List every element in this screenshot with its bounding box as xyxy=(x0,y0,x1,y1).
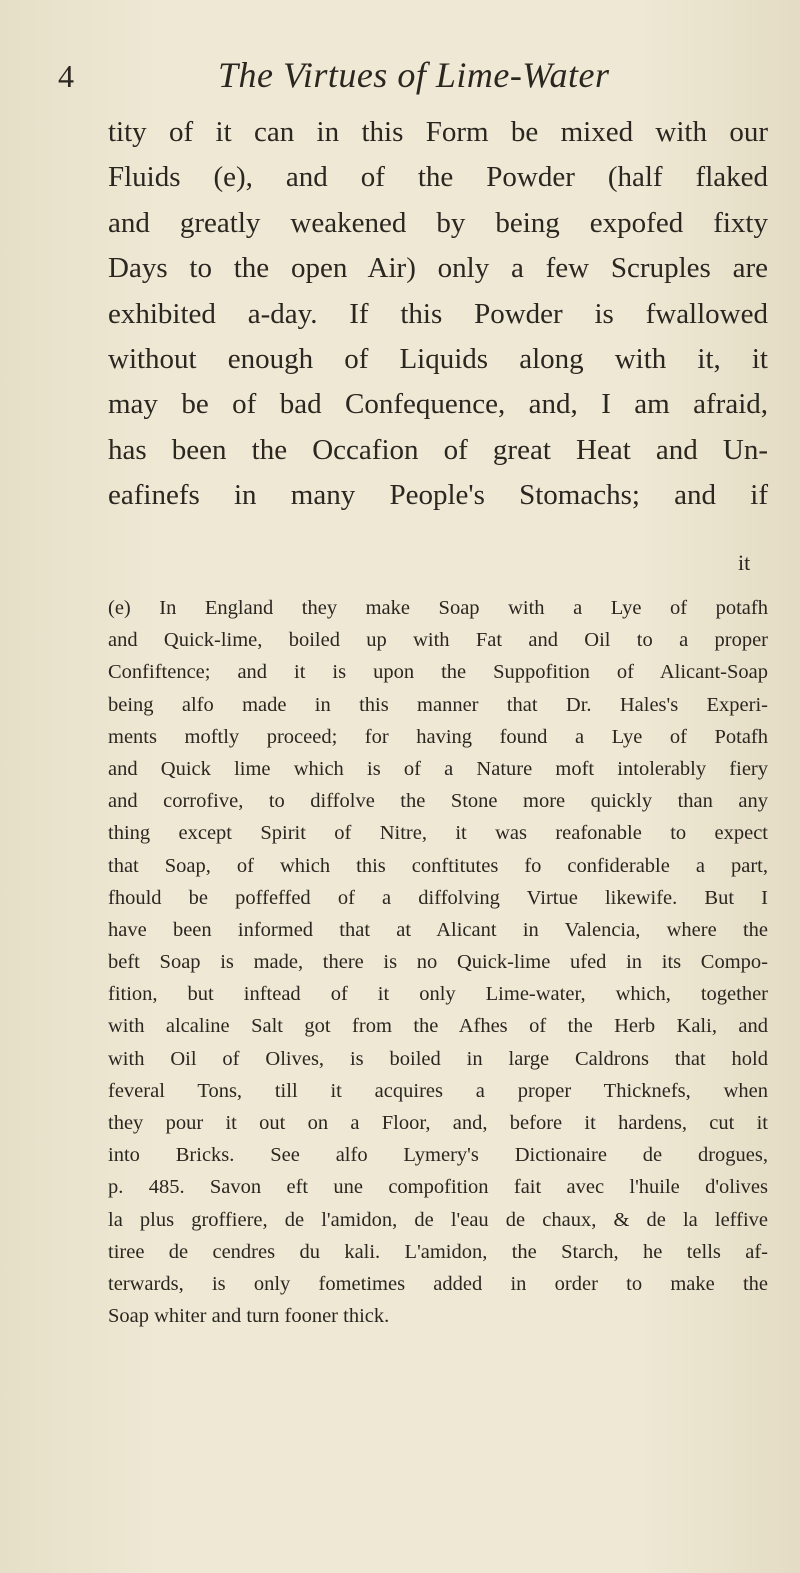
footnote-line: (e) In England they make Soap with a Lye of potafh xyxy=(108,597,768,619)
body-line: without enough of Liquids along with it, it xyxy=(108,342,768,375)
footnote-line: and corrofive, to diffolve the Stone more quickly than any xyxy=(108,790,768,813)
footnote-line: being alfo made in this manner that Dr. Hales's Experi- xyxy=(108,693,768,716)
footnote-line: fhould be poffeffed of a diffolving Virtue likewife. But I xyxy=(108,886,768,909)
footnote-line: have been informed that at Alicant in Valencia, where the xyxy=(108,918,768,941)
footnote-line: fition, but inftead of it only Lime-water, which, together xyxy=(108,983,768,1006)
footnote-line: p. 485. Savon eft une compofition fait avec l'huile d'olives xyxy=(108,1176,768,1199)
footnote-line: la plus groffiere, de l'amidon, de l'eau de chaux, & de la leffive xyxy=(108,1208,768,1231)
footnote-line: Confiftence; and it is upon the Suppofition of Alicant-Soap xyxy=(108,661,768,684)
body-text xyxy=(108,110,768,519)
footnote-line: terwards, is only fometimes added in order to make the xyxy=(108,1272,768,1295)
body-line: may be of bad Confequence, and, I am afraid, xyxy=(108,388,768,421)
footnote xyxy=(108,592,768,1332)
footnote-line: thing except Spirit of Nitre, it was reafonable to expect xyxy=(108,822,768,845)
footnote-line: beft Soap is made, there is no Quick-lime ufed in its Compo- xyxy=(108,951,768,974)
page-header xyxy=(58,52,758,100)
footnote-line: into Bricks. See alfo Lymery's Dictionaire de drogues, xyxy=(108,1144,768,1167)
footnote-line: they pour it out on a Floor, and, before it hardens, cut it xyxy=(108,1112,768,1134)
footnote-line: with alcaline Salt got from the Afhes of the Herb Kali, and xyxy=(108,1015,768,1038)
catchword: it xyxy=(738,550,751,575)
body-line: and greatly weakened by being expofed fixty xyxy=(108,206,768,239)
footnote-line: and Quick lime which is of a Nature moft intolerably fiery xyxy=(108,757,768,780)
body-line: has been the Occafion of great Heat and Un- xyxy=(108,433,768,466)
footnote-line: with Oil of Olives, is boiled in large Caldrons that hold xyxy=(108,1047,768,1070)
body-line: tity of it can in this Form be mixed with our xyxy=(108,116,768,148)
running-title: The Virtues of Lime-Water xyxy=(218,55,610,95)
footnote-line: feveral Tons, till it acquires a proper Thicknefs, when xyxy=(108,1079,768,1102)
body-line: eafinefs in many People's Stomachs; and if xyxy=(108,479,768,512)
footnote-line: that Soap, of which this conftitutes fo confiderable a part, xyxy=(108,854,768,877)
footnote-line: Soap whiter and turn fooner thick. xyxy=(108,1305,390,1328)
footnote-line: and Quick-lime, boiled up with Fat and Oil to a proper xyxy=(108,629,768,652)
body-line: Days to the open Air) only a few Scruples are xyxy=(108,252,768,285)
footnote-line: ments moftly proceed; for having found a Lye of Potafh xyxy=(108,725,768,748)
body-line: Fluids (e), and of the Powder (half flaked xyxy=(108,161,768,194)
page-number: 4 xyxy=(58,58,74,94)
footnote-line: tiree de cendres du kali. L'amidon, the Starch, he tells af- xyxy=(108,1240,768,1263)
body-line: exhibited a-day. If this Powder is fwallowed xyxy=(108,297,768,330)
